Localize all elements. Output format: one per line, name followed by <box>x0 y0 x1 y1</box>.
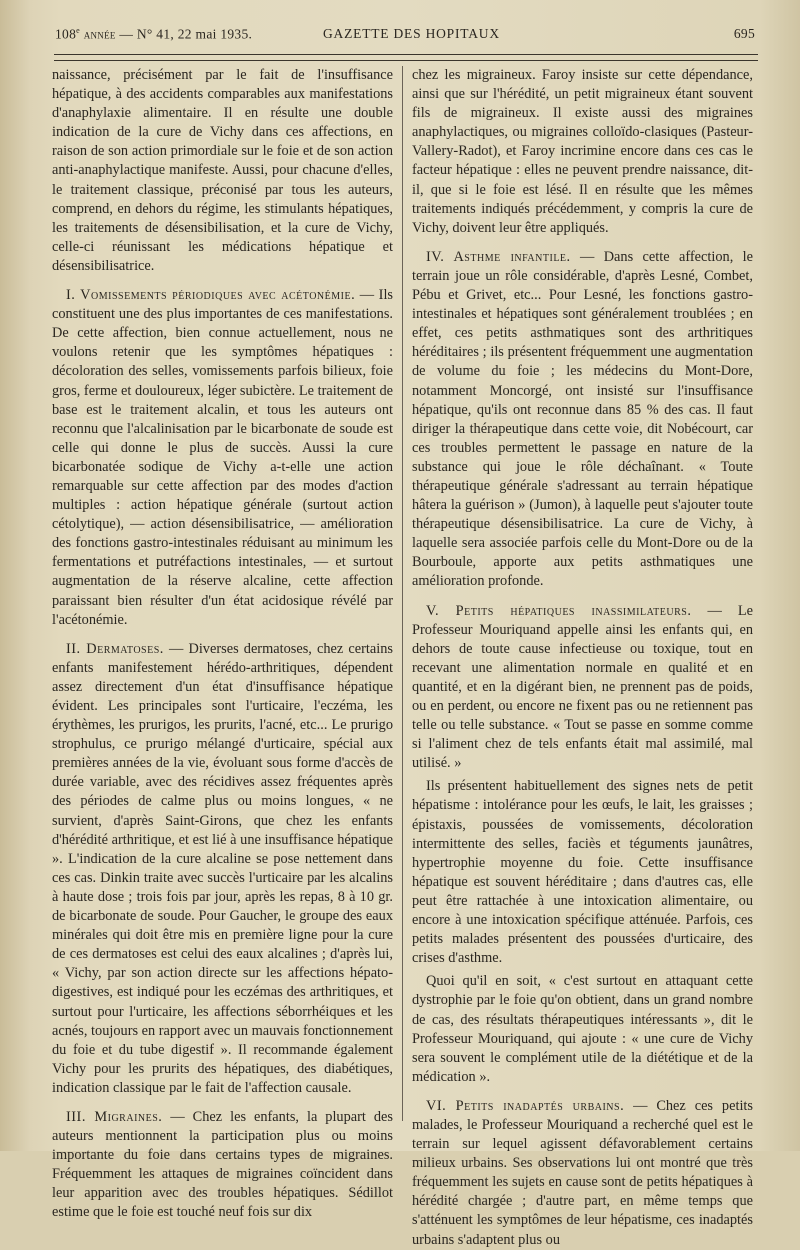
header-rule <box>54 54 758 61</box>
section-heading: I. Vomissements périodiques avec acétonémie. <box>66 287 356 304</box>
column-divider <box>402 66 403 1121</box>
section-petits-hepatiques: V. Petits hépatiques inassimilateurs. — Le Professeur Mouriquand appelle ainsi les enfants qui, en dehors de toute cause infectieuse ou toxique, tout en recevant une alimentation normale en qualité et en quantité, et en la digérant bien, ne prennent pas de poids, ou en perdent, ou encore ne fixent pas ou ne retiennent pas telle ou telle substance. « Tout se passe en somme comme si l'aliment chez de tels enfants était mal assimilé, mal utilisé. » <box>412 602 753 772</box>
right-column <box>412 66 753 1250</box>
section-heading: VI. Petits inadaptés urbains. <box>426 1097 625 1114</box>
left-column <box>52 66 393 1223</box>
page-number: 695 <box>733 26 755 41</box>
section-heading: III. Migraines. <box>66 1108 163 1125</box>
section-heading: IV. Asthme infantile. <box>426 248 571 265</box>
paragraph: Quoi qu'il en soit, « c'est surtout en attaquant cette dystrophie par le foie qu'on obtient, dans un grand nombre de cas, des résultats thérapeutiques intéressants », dit le Professeur Mouriquand, qui ajoute : « une cure de Vichy sera souvent le complément utile de la diététique et de la médication ». <box>412 973 753 1085</box>
page-header <box>55 26 755 46</box>
issue-info: 108e année — N° 41, 22 mai 1935. <box>55 26 253 42</box>
section-heading: II. Dermatoses. <box>66 640 164 657</box>
journal-title: GAZETTE DES HOPITAUX <box>323 26 500 41</box>
section-migraines: III. Migraines. — Chez les enfants, la plupart des auteurs mentionnent la participation plus ou moins importante du foie dans certains types de migraines. Fréquemment les attaques de migraines coïncident dans leur apparition avec des troubles hépatiques. Sédillot estime que le foie est touché neuf fois sur dix <box>52 1108 393 1221</box>
section-asthme: IV. Asthme infantile. — Dans cette affection, le terrain joue un rôle considérable, d'après Lesné, Combet, Pébu et Grivet, etc... Pour Lesné, les fonctions gastro-intestinales et hépatiques sont généralement troublées ; en effet, ces petits asthmatiques sont des arthritiques héréditaires ; ils présentent fréquemment une augmentation de volume du foie ; les médecins du Mont-Dore, notamment Moncorgé, ont insisté sur l'insuffisance hépatique, qu'ils ont reconnue dans 85 % des cas. Il faut diriger la thérapeutique dans cette voie, dit Nobécourt, car ces troubles permettent le passage en nature de la substance qui joue le rôle déchaînant. « Toute thérapeutique générale s'adressant au terrain hépatique hâtera la guérison » (Jumon), à laquelle peut s'ajouter toute thérapeutique désensibilisatrice. La cure de Vichy, à laquelle sera associée parfois celle du Mont-Dore ou de la Bourboule, apporte aux petits asthmatiques une amélioration profonde. <box>412 248 753 590</box>
section-vomissements: I. Vomissements périodiques avec acétonémie. — Ils constituent une des plus importantes de ces manifestations. De cette affection, bien connue actuellement, nous ne voulons retenir que les symptômes hépatiques : décoloration des selles, vomissements parfois bilieux, foie gros, ferme et douloureux, léger subictère. Le traitement de base est le traitement alcalin, et tous les auteurs ont reconnu que l'alcalinisation par le bicarbonate de soude est celle qui donne le plus de succès. Aussi la cure bicarbonatée sodique de Vichy a-t-elle une action remarquable sur cette affection par des modes d'action multiples : action hépatique générale (surtout action cétolytique), — action désensibilisatrice, — amélioration des fonctions gastro-intestinales réduisant au minimum les fermentations et putréfactions intestinales, — et surtout augmentation de la réserve alcaline, cette affection paraissant bien résulter d'un état acidosique révélé par l'acétonémie. <box>52 287 394 628</box>
paragraph: chez les migraineux. Faroy insiste sur cette dépendance, ainsi que sur l'hérédité, un petit migraineux étant souvent fils de migraineux. Il existe aussi des migraines anaphylactiques, ou migraines colloïdo-clasiques (Pasteur-Vallery-Radot), et Faroy incrimine encore dans ces cas le facteur hépatique : elles ne peuvent prendre naissance, dit-il, que si le foie est lésé. Il en résulte que les mêmes traitements indiqués précédemment, y compris la cure de Vichy, doivent leur être appliqués. <box>412 67 753 236</box>
section-dermatoses: II. Dermatoses. — Diverses dermatoses, chez certains enfants manifestement hérédo-arthritiques, dépendent assez directement d'un état d'insuffisance hépatique évident. Les principales sont l'urticaire, l'eczéma, les érythèmes, les prurigos, les prurits, l'acné, etc... Le prurigo strophulus, ce prurigo mélangé d'urticaire, spécial aux premières années de la vie, évoluant sous forme d'accès de durée variable, avec des récidives assez fréquentes après des périodes de calme plus ou moins longues, « ne survient, d'après Saint-Girons, que chez les enfants d'hérédité arthritique, et est lié à une insuffisance hépatique ». L'indication de la cure alcaline se pose nettement dans ces cas. Dinkin traite avec succès l'urticaire par les alcalins à haute dose ; trois fois par jour, après les repas, 8 à 10 gr. de bicarbonate de soude. Pour Gaucher, le groupe des eaux minérales qui doit être mis en première ligne pour la cure de ces dermatoses est celui des eaux alcalines ; d'après lui, « Vichy, par son action directe sur les affections hépato-digestives, est indiqué pour les eczémas des arthritiques, et surtout pour l'urticaire, les affections séborrhéiques et les acnés, toujours en rapport avec un mauvais fonctionnement du foie et du tube digestif ». Il recommande également Vichy pour les prurits des hépatiques, des diabétiques, indication classique par le fait de l'affection causale. <box>52 640 393 1096</box>
paragraph: Ils présentent habituellement des signes nets de petit hépatisme : intolérance pour les œufs, le lait, les graisses ; épistaxis, poussées de vomissements, décoloration intermittente des selles, faciès et téguments jaunâtres, hypertrophie moyenne du foie. Cette insuffisance hépatique est souvent héréditaire ; dans d'autres cas, elle peut être rattachée à une intoxication alimentaire, ou encore à une intoxication spécifique atténuée. Parfois, ces petits malades présentent des poussées d'urticaire, des crises d'asthme. <box>412 778 753 967</box>
section-heading: V. Petits hépatiques inassimilateurs. <box>426 602 692 619</box>
paragraph: naissance, précisément par le fait de l'insuffisance hépatique, à des accidents comparables aux manifestations d'anaphylaxie alimentaire. Il en résulte une double indication de la cure de Vichy dans ces affections, en raison de son action primordiale sur le foie et de son action anti-anaphylactique manifeste. Aussi, pour chacune d'elles, le traitement classique, préconisé par tous les auteurs, comprend, en dehors du régime, les stimulants hépatiques, les traitements de désensibilisation, et la cure de Vichy, celle-ci réunissant les médications hépatique et désensibilisatrice. <box>52 67 393 274</box>
section-inadaptes-urbains: VI. Petits inadaptés urbains. — Chez ces petits malades, le Professeur Mouriquand a recherché quel est le terrain sur lequel agissent défavorablement certains milieux urbains. Ses observations lui ont montré que très fréquemment les sujets en cause sont de petits hépatiques à hérédité chargée ; d'autre part, en même temps que s'atténuent les symptômes de leur hépatisme, ces inadaptés urbains s'adaptent plus ou <box>412 1097 753 1248</box>
